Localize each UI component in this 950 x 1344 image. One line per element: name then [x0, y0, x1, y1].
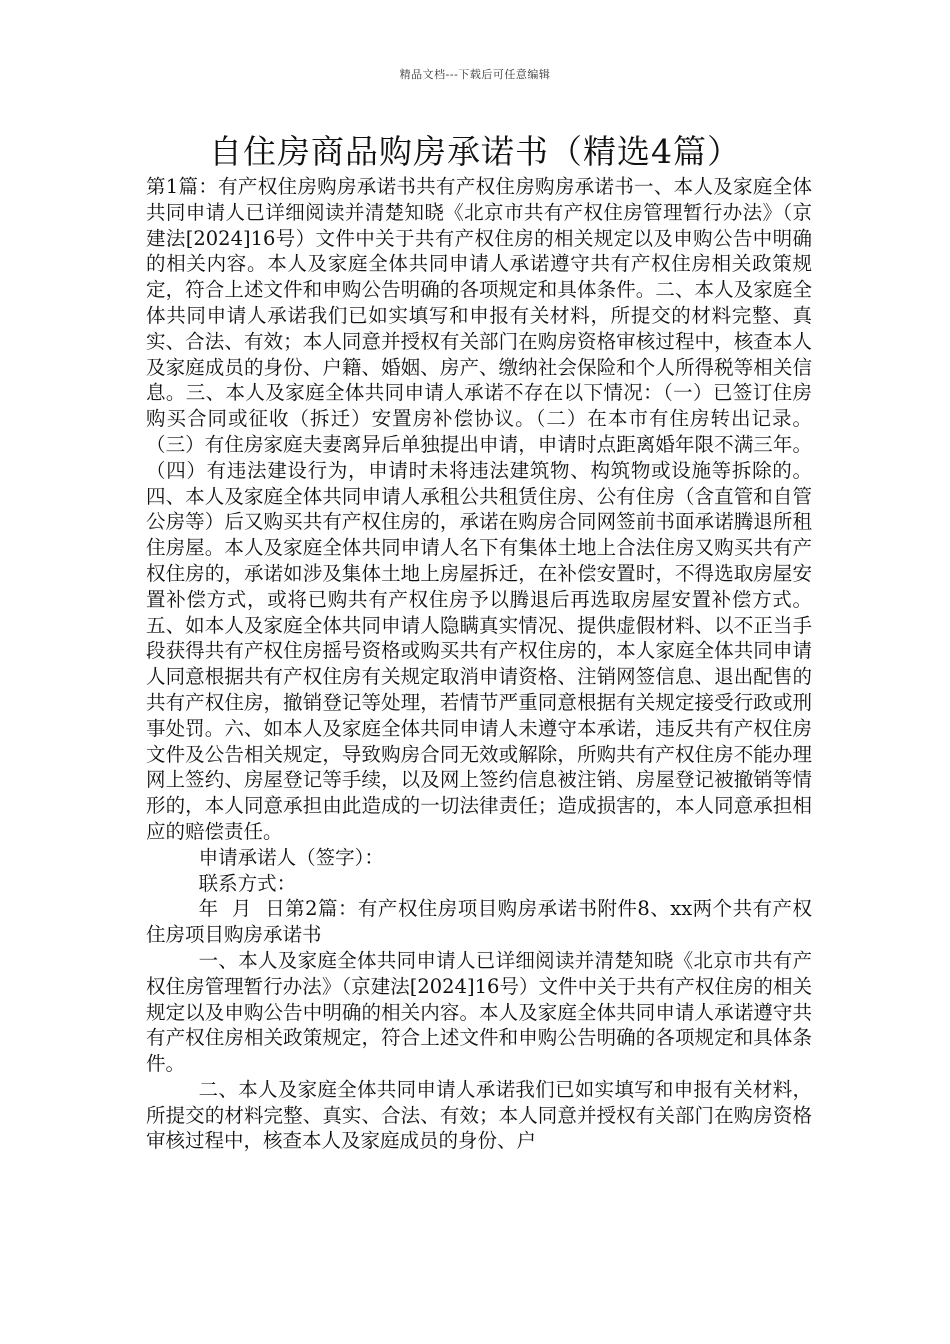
paragraph-contact: 联系方式：: [198, 871, 297, 895]
paragraph-part2-clause1: 一、本人及家庭全体共同申请人已详细阅读并清楚知晓《北京市共有产权住房管理暂行办法》（京建法[2024]16号）文件中关于共有产权住房的相关规定以及申购公告中明确的相关内容。本人及家庭全体共同申请人承诺遵守共有产权住房相关政策规定，符合上述文件和申购公告明确的各项规定和具体条件。: [146, 948, 812, 1076]
header-note: 精品文档---下载后可任意编辑: [399, 68, 551, 81]
document-body: [146, 174, 812, 1154]
document-title: 自住房商品购房承诺书（精选4篇）: [209, 132, 741, 171]
paragraph-part1: 第1篇：有产权住房购房承诺书共有产权住房购房承诺书一、本人及家庭全体共同申请人已详细阅读并清楚知晓《北京市共有产权住房管理暂行办法》（京建法[2024]16号）文件中关于共有产权住房的相关规定以及申购公告中明确的相关内容。本人及家庭全体共同申请人承诺遵守共有产权住房相关政策规定，符合上述文件和申购公告明确的各项规定和具体条件。二、本人及家庭全体共同申请人承诺我们已如实填写和申报有关材料，所提交的材料完整、真实、合法、有效；本人同意并授权有关部门在购房资格审核过程中，核查本人及家庭成员的身份、户籍、婚姻、房产、缴纳社会保险和个人所得税等相关信息。三、本人及家庭全体共同申请人承诺不存在以下情况：（一）已签订住房购买合同或征收（拆迁）安置房补偿协议。（二）在本市有住房转出记录。（三）有住房家庭夫妻离异后单独提出申请，申请时点距离婚年限不满三年。（四）有违法建设行为，申请时未将违法建筑物、构筑物或设施等拆除的。四、本人及家庭全体共同申请人承租公共租赁住房、公有住房（含直管和自管公房等）后又购买共有产权住房的，承诺在购房合同网签前书面承诺腾退所租住房屋。本人及家庭全体共同申请人名下有集体土地上合法住房又购买共有产权住房的，承诺如涉及集体土地上房屋拆迁，在补偿安置时，不得选取房屋安置补偿方式，或将已购共有产权住房予以腾退后再选取房屋安置补偿方式。五、如本人及家庭全体共同申请人隐瞒真实情况、提供虚假材料、以不正当手段获得共有产权住房摇号资格或购买共有产权住房的，本人家庭全体共同申请人同意根据共有产权住房有关规定取消申请资格、注销网签信息、退出配售的共有产权住房，撤销登记等处理，若情节严重同意根据有关规定接受行政或刑事处罚。六、如本人及家庭全体共同申请人未遵守本承诺，违反共有产权住房文件及公告相关规定，导致购房合同无效或解除，所购共有产权住房不能办理网上签约、房屋登记等手续，以及网上签约信息被注销、房屋登记被撤销等情形的，本人同意承担由此造成的一切法律责任；造成损害的，本人同意承担相应的赔偿责任。: [146, 175, 812, 843]
paragraph-signature: 申请承诺人（签字）：: [198, 845, 384, 869]
paragraph-date-part2: 年 月 日第2篇：有产权住房项目购房承诺书附件8、xx两个共有产权住房项目购房承诺书: [146, 897, 812, 947]
paragraph-part2-clause2: 二、本人及家庭全体共同申请人承诺我们已如实填写和申报有关材料，所提交的材料完整、真实、合法、有效；本人同意并授权有关部门在购房资格审核过程中，核查本人及家庭成员的身份、户: [146, 1077, 812, 1153]
